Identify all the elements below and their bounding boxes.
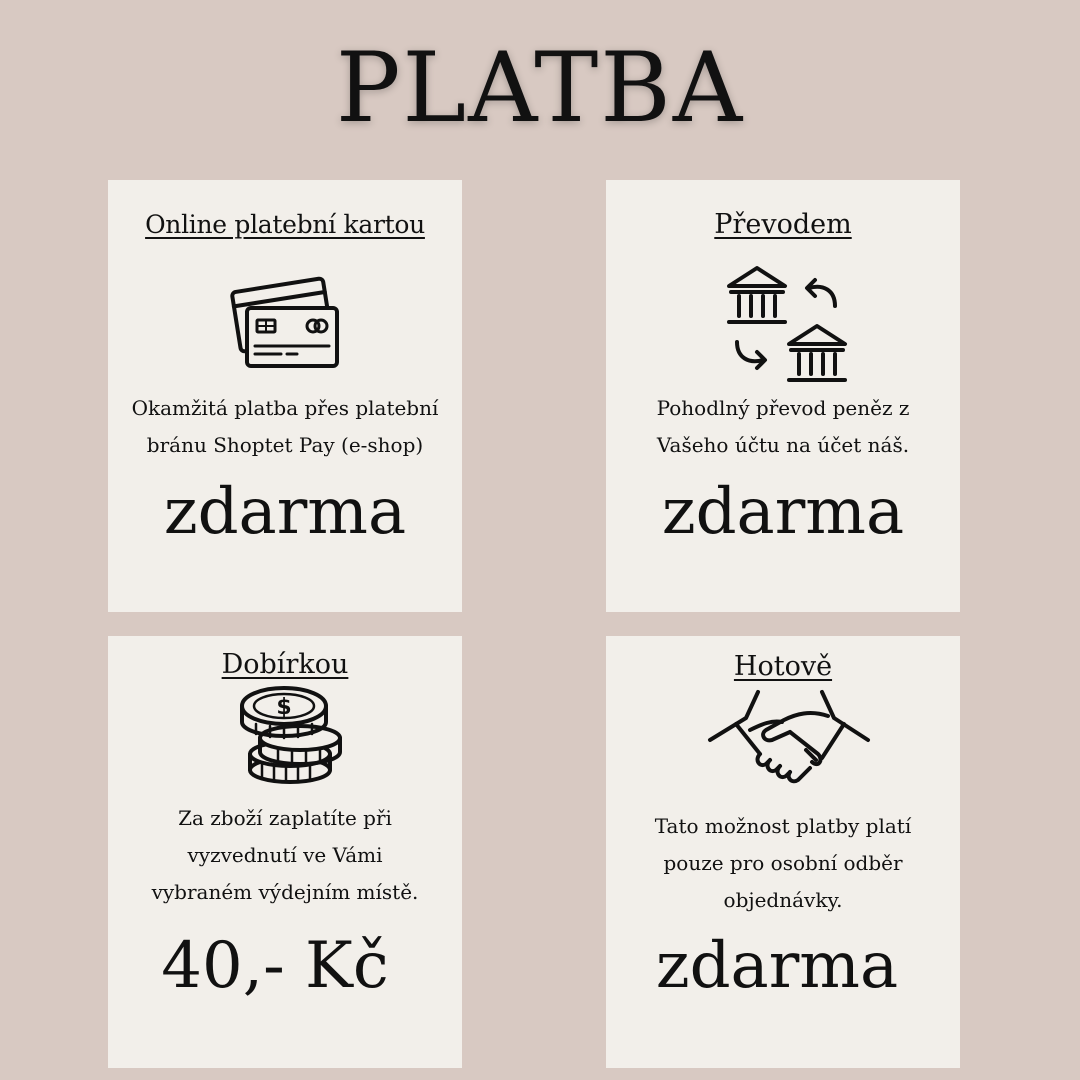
description-line: Tato možnost platby platí [654, 814, 912, 838]
payment-card-cod [108, 636, 462, 1068]
payment-card-online [108, 180, 462, 612]
card-price: zdarma [655, 929, 899, 1003]
description-line: vybraném výdejním místě. [151, 880, 419, 904]
card-heading: Online platební kartou [145, 210, 425, 239]
card-heading: Hotově [733, 651, 833, 682]
payment-card-cash [606, 636, 960, 1068]
coin-stack-icon [238, 684, 348, 788]
card-description [614, 390, 952, 464]
card-heading: Dobírkou [221, 649, 349, 680]
description-line: Okamžitá platba přes platební [131, 396, 439, 420]
card-price: zdarma [661, 475, 905, 549]
handshake-icon [706, 688, 872, 798]
payment-card-transfer [606, 180, 960, 612]
description-line: Pohodlný převod peněz z [656, 396, 910, 420]
card-description [116, 800, 454, 911]
description-line: bránu Shoptet Pay (e-shop) [146, 433, 424, 457]
svg-text:$: $ [276, 695, 292, 720]
credit-cards-icon [225, 270, 345, 370]
card-heading: Převodem [714, 209, 852, 240]
page-title: PLATBA [335, 32, 745, 144]
card-price: zdarma [163, 475, 407, 549]
card-price: 40,- Kč [161, 929, 389, 1003]
bank-transfer-icon [723, 262, 853, 386]
card-description [614, 808, 952, 919]
description-line: Za zboží zaplatíte při [178, 806, 392, 830]
card-description [116, 390, 454, 464]
description-line: vyzvednutí ve Vámi [187, 843, 383, 867]
description-line: pouze pro osobní odběr [663, 851, 903, 875]
description-line: Vašeho účtu na účet náš. [656, 433, 910, 457]
description-line: objednávky. [723, 888, 843, 912]
